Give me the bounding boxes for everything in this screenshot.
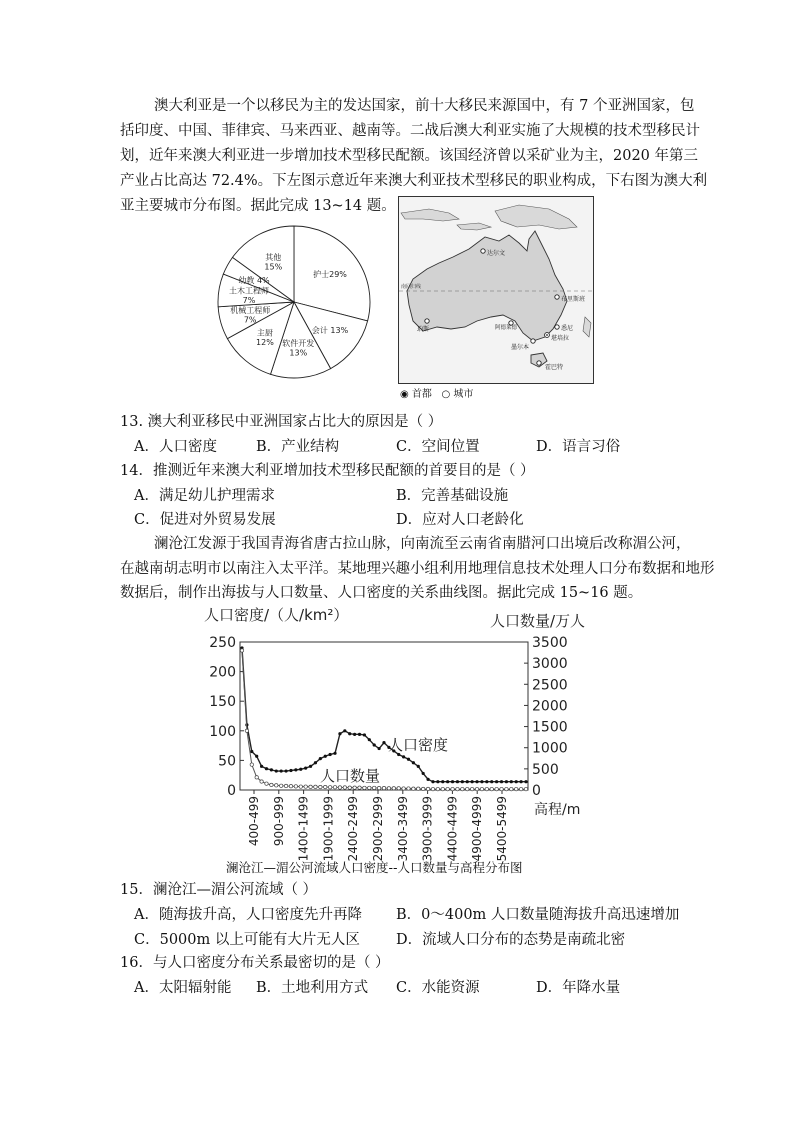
y-left-tick-label: 150 xyxy=(209,694,236,711)
density-point xyxy=(329,753,332,756)
pie-label: 软件开发 13% xyxy=(282,338,315,358)
count-point xyxy=(480,787,483,790)
map-label-adelaide: 阿德莱德 xyxy=(495,325,518,331)
y-left-tick-label: 200 xyxy=(209,664,236,681)
question-14-option-c[interactable]: C．促进对外贸易发展 xyxy=(134,512,276,528)
question-15-stem: 15．澜沧江—湄公河流域（ ） xyxy=(120,882,318,898)
count-point xyxy=(519,787,522,790)
count-point xyxy=(279,784,282,787)
count-point xyxy=(348,786,351,789)
y-axis-left-label: 人口密度/（人/km²） xyxy=(204,606,349,624)
count-point xyxy=(358,786,361,789)
y-right-tick-label: 1000 xyxy=(532,740,568,757)
density-point xyxy=(426,778,429,781)
passage-1-line-5: 亚主要城市分布图。据此完成 13~14 题。 xyxy=(120,198,396,214)
density-point xyxy=(378,747,381,750)
pie-label: 其他 15% xyxy=(264,252,283,272)
count-point xyxy=(255,776,258,779)
density-point xyxy=(524,780,527,783)
legend-city-label: 城市 xyxy=(453,389,474,400)
series-count-label: 人口数量 xyxy=(320,767,381,785)
pie-label: 护士29% xyxy=(313,270,347,280)
passage-2-line-1: 澜沧江发源于我国青海省唐古拉山脉，向南流至云南省南腊河口出境后改称湄公河， xyxy=(154,536,691,552)
density-point xyxy=(456,780,459,783)
density-point xyxy=(436,780,439,783)
x-tick-label: 4400-4499 xyxy=(445,796,460,862)
density-point xyxy=(333,752,336,755)
question-13-option-c[interactable]: C．空间位置 xyxy=(396,439,480,455)
question-13-option-d[interactable]: D．语言习俗 xyxy=(536,439,621,455)
density-point xyxy=(343,729,346,732)
count-point xyxy=(324,785,327,788)
density-point xyxy=(451,780,454,783)
count-point xyxy=(431,787,434,790)
count-point xyxy=(284,784,287,787)
y-right-tick-label: 3000 xyxy=(532,656,568,673)
count-point xyxy=(353,786,356,789)
passage-2-line-3: 数据后，制作出海拔与人口数量、人口密度的关系曲线图。据此完成 15~16 题。 xyxy=(120,585,643,601)
capital-symbol-icon: ◉ xyxy=(400,389,409,400)
x-tick-label: 5400-5499 xyxy=(495,796,509,862)
count-point xyxy=(245,729,248,732)
y-left-tick-label: 50 xyxy=(218,753,236,770)
density-point xyxy=(368,738,371,741)
count-point xyxy=(426,787,429,790)
passage-1-line-1: 澳大利亚是一个以移民为主的发达国家，前十大移民来源国中，有 7 个亚洲国家，包 xyxy=(154,98,695,114)
map-label-brisbane: 布里斯班 xyxy=(561,296,586,303)
x-tick-label: 900-999 xyxy=(271,796,286,847)
question-13-stem: 13. 澳大利亚移民中亚洲国家占比大的原因是（ ） xyxy=(120,414,443,430)
x-tick-label: 3900-3999 xyxy=(420,796,435,862)
density-point xyxy=(284,769,287,772)
density-point xyxy=(338,732,341,735)
count-point xyxy=(294,785,297,788)
chart-caption: 澜沧江—湄公河流域人口密度--人口数量与高程分布图 xyxy=(226,860,523,875)
map-label-canberra: 堪培拉 xyxy=(551,335,570,342)
question-14-option-a[interactable]: A．满足幼儿护理需求 xyxy=(134,488,275,504)
density-point xyxy=(495,780,498,783)
density-point xyxy=(299,768,302,771)
density-point xyxy=(422,772,425,775)
passage-1-line-4: 产业占比高达 72.4%。下左图示意近年来澳大利亚技术型移民的职业构成，下右图为澳大利 xyxy=(120,173,708,189)
pie-label: 幼教 4% xyxy=(238,276,270,286)
count-point xyxy=(299,785,302,788)
density-point xyxy=(490,780,493,783)
density-point xyxy=(348,732,351,735)
x-tick-label: 2400-2499 xyxy=(346,796,361,862)
density-point xyxy=(324,755,327,758)
density-point xyxy=(250,750,253,753)
count-point xyxy=(260,780,263,783)
count-point xyxy=(441,787,444,790)
x-tick-label: 4900-4999 xyxy=(470,796,485,862)
y-left-tick-label: 250 xyxy=(209,635,236,651)
density-point xyxy=(402,755,405,758)
question-15-option-a[interactable]: A．随海拔升高，人口密度先升再降 xyxy=(134,907,362,923)
count-point xyxy=(515,787,518,790)
density-point xyxy=(255,755,258,758)
density-point xyxy=(500,780,503,783)
density-point xyxy=(510,780,513,783)
x-tick-label: 1400-1499 xyxy=(296,796,311,862)
count-point xyxy=(412,787,415,790)
count-point xyxy=(470,787,473,790)
count-point xyxy=(265,782,268,785)
count-point xyxy=(270,783,273,786)
count-point xyxy=(500,787,503,790)
question-13-option-a[interactable]: A．人口密度 xyxy=(134,439,217,455)
count-point xyxy=(466,787,469,790)
density-point xyxy=(309,765,312,768)
y-right-tick-label: 2500 xyxy=(532,677,568,694)
question-14-option-b[interactable]: B．完善基础设施 xyxy=(396,488,509,504)
count-point xyxy=(328,786,331,789)
density-point xyxy=(358,733,361,736)
x-axis-label: 高程/m xyxy=(534,802,581,818)
density-point xyxy=(373,743,376,746)
count-point xyxy=(392,787,395,790)
y-left-tick-label: 0 xyxy=(227,783,236,799)
density-point xyxy=(265,767,268,770)
count-point xyxy=(333,786,336,789)
map-label-sydney: 悉尼 xyxy=(561,325,574,332)
question-16-option-c[interactable]: C．水能资源 xyxy=(396,980,480,996)
count-point xyxy=(510,787,513,790)
count-point xyxy=(461,787,464,790)
question-16-option-b[interactable]: B．土地利用方式 xyxy=(256,980,369,996)
legend-capital-label: 首都 xyxy=(411,389,432,400)
y-right-tick-label: 0 xyxy=(532,783,541,799)
density-point xyxy=(275,769,278,772)
pie-label: 土木工程师 7% xyxy=(228,286,269,305)
question-16-option-d[interactable]: D．年降水量 xyxy=(536,980,621,996)
density-point xyxy=(407,758,410,761)
map-label-perth: 珀斯 xyxy=(417,326,430,333)
australia-map xyxy=(398,196,594,384)
count-point xyxy=(309,785,312,788)
count-point xyxy=(456,787,459,790)
y-axis-right-label: 人口数量/万人 xyxy=(490,612,586,630)
count-point xyxy=(314,785,317,788)
pie-label: 会计 13% xyxy=(311,325,349,335)
density-point xyxy=(412,761,415,764)
density-point xyxy=(466,780,469,783)
density-point xyxy=(270,768,273,771)
count-point xyxy=(505,787,508,790)
density-point xyxy=(280,769,283,772)
count-point xyxy=(421,787,424,790)
count-point xyxy=(490,787,493,790)
x-tick-label: 2900-2999 xyxy=(371,796,385,862)
pie-label: 主厨 12% xyxy=(256,328,274,348)
density-point xyxy=(505,780,508,783)
count-point xyxy=(240,649,243,652)
density-point xyxy=(289,769,292,772)
x-tick-label: 400-499 xyxy=(247,796,261,847)
count-point xyxy=(275,784,278,787)
density-point xyxy=(480,780,483,783)
count-point xyxy=(451,787,454,790)
count-point xyxy=(319,785,322,788)
count-point xyxy=(289,784,292,787)
elevation-population-chart xyxy=(196,600,606,880)
count-point xyxy=(407,787,410,790)
y-right-tick-label: 500 xyxy=(532,761,559,778)
map-label-hobart: 霍巴特 xyxy=(545,364,564,371)
count-point xyxy=(446,787,449,790)
passage-1-line-2: 括印度、中国、菲律宾、马来西亚、越南等。二战后澳大利亚实施了大规模的技术型移民计 xyxy=(120,123,700,139)
density-point xyxy=(382,741,385,744)
density-point xyxy=(471,780,474,783)
question-15-option-d[interactable]: D．流域人口分布的态势是南疏北密 xyxy=(396,932,626,948)
question-15-option-c[interactable]: C．5000m 以上可能有大片无人区 xyxy=(134,932,360,948)
question-16-option-a[interactable]: A．太阳辐射能 xyxy=(134,980,232,996)
count-point xyxy=(485,787,488,790)
density-point xyxy=(260,765,263,768)
passage-1-line-3: 划，近年来澳大利亚进一步增加技术型移民配额。该国经济曾以采矿业为主，2020 年第三 xyxy=(120,148,699,164)
question-14-stem: 14．推测近年来澳大利亚增加技术型移民配额的首要目的是（ ） xyxy=(120,463,535,479)
density-point xyxy=(417,765,420,768)
count-point xyxy=(368,786,371,789)
question-16-stem: 16．与人口密度分布关系最密切的是（ ） xyxy=(120,955,390,971)
x-tick-label: 1900-1999 xyxy=(321,796,336,862)
count-point xyxy=(402,787,405,790)
series-density-line xyxy=(242,648,526,782)
density-point xyxy=(294,768,297,771)
passage-2-line-2: 在越南胡志明市以南注入太平洋。某地理兴趣小组利用地理信息技术处理人口分布数据和地形 xyxy=(120,561,715,577)
density-point xyxy=(485,780,488,783)
count-point xyxy=(338,786,341,789)
y-left-tick-label: 100 xyxy=(209,723,236,740)
plot-frame xyxy=(240,642,528,790)
density-point xyxy=(431,780,434,783)
count-point xyxy=(524,787,527,790)
count-point xyxy=(475,787,478,790)
pie-label: 机械工程师 7% xyxy=(230,306,271,325)
map-label-tropic: 南回归线 xyxy=(401,284,422,290)
series-density-label: 人口密度 xyxy=(388,736,449,754)
count-point xyxy=(417,787,420,790)
count-point xyxy=(250,763,253,766)
density-point xyxy=(363,733,366,736)
count-point xyxy=(377,786,380,789)
city-symbol-icon: ○ xyxy=(441,389,451,400)
density-point xyxy=(520,780,523,783)
count-point xyxy=(382,786,385,789)
density-point xyxy=(314,761,317,764)
count-point xyxy=(436,787,439,790)
question-13-option-b[interactable]: B．产业结构 xyxy=(256,439,340,455)
density-point xyxy=(304,766,307,769)
y-right-tick-label: 2000 xyxy=(532,698,568,715)
density-point xyxy=(515,780,518,783)
count-point xyxy=(363,786,366,789)
question-15-option-b[interactable]: B．0～400m 人口数量随海拔升高迅速增加 xyxy=(396,907,680,923)
count-point xyxy=(387,787,390,790)
x-tick-label: 3400-3499 xyxy=(395,796,410,862)
density-point xyxy=(446,780,449,783)
count-point xyxy=(373,786,376,789)
density-point xyxy=(353,733,356,736)
series-count-line xyxy=(242,650,526,789)
count-point xyxy=(343,786,346,789)
density-point xyxy=(475,780,478,783)
density-point xyxy=(441,780,444,783)
occupation-pie-chart xyxy=(208,222,380,382)
question-14-option-d[interactable]: D．应对人口老龄化 xyxy=(396,512,524,528)
count-point xyxy=(304,785,307,788)
y-right-tick-label: 3500 xyxy=(532,635,568,651)
australia-map-graphic xyxy=(399,197,593,383)
map-legend xyxy=(400,385,473,400)
y-right-tick-label: 1500 xyxy=(532,719,568,736)
count-point xyxy=(495,787,498,790)
map-label-melbourne: 墨尔本 xyxy=(511,344,530,351)
density-point xyxy=(461,780,464,783)
density-point xyxy=(319,757,322,760)
count-point xyxy=(397,787,400,790)
map-label-darwin: 达尔文 xyxy=(487,250,506,257)
